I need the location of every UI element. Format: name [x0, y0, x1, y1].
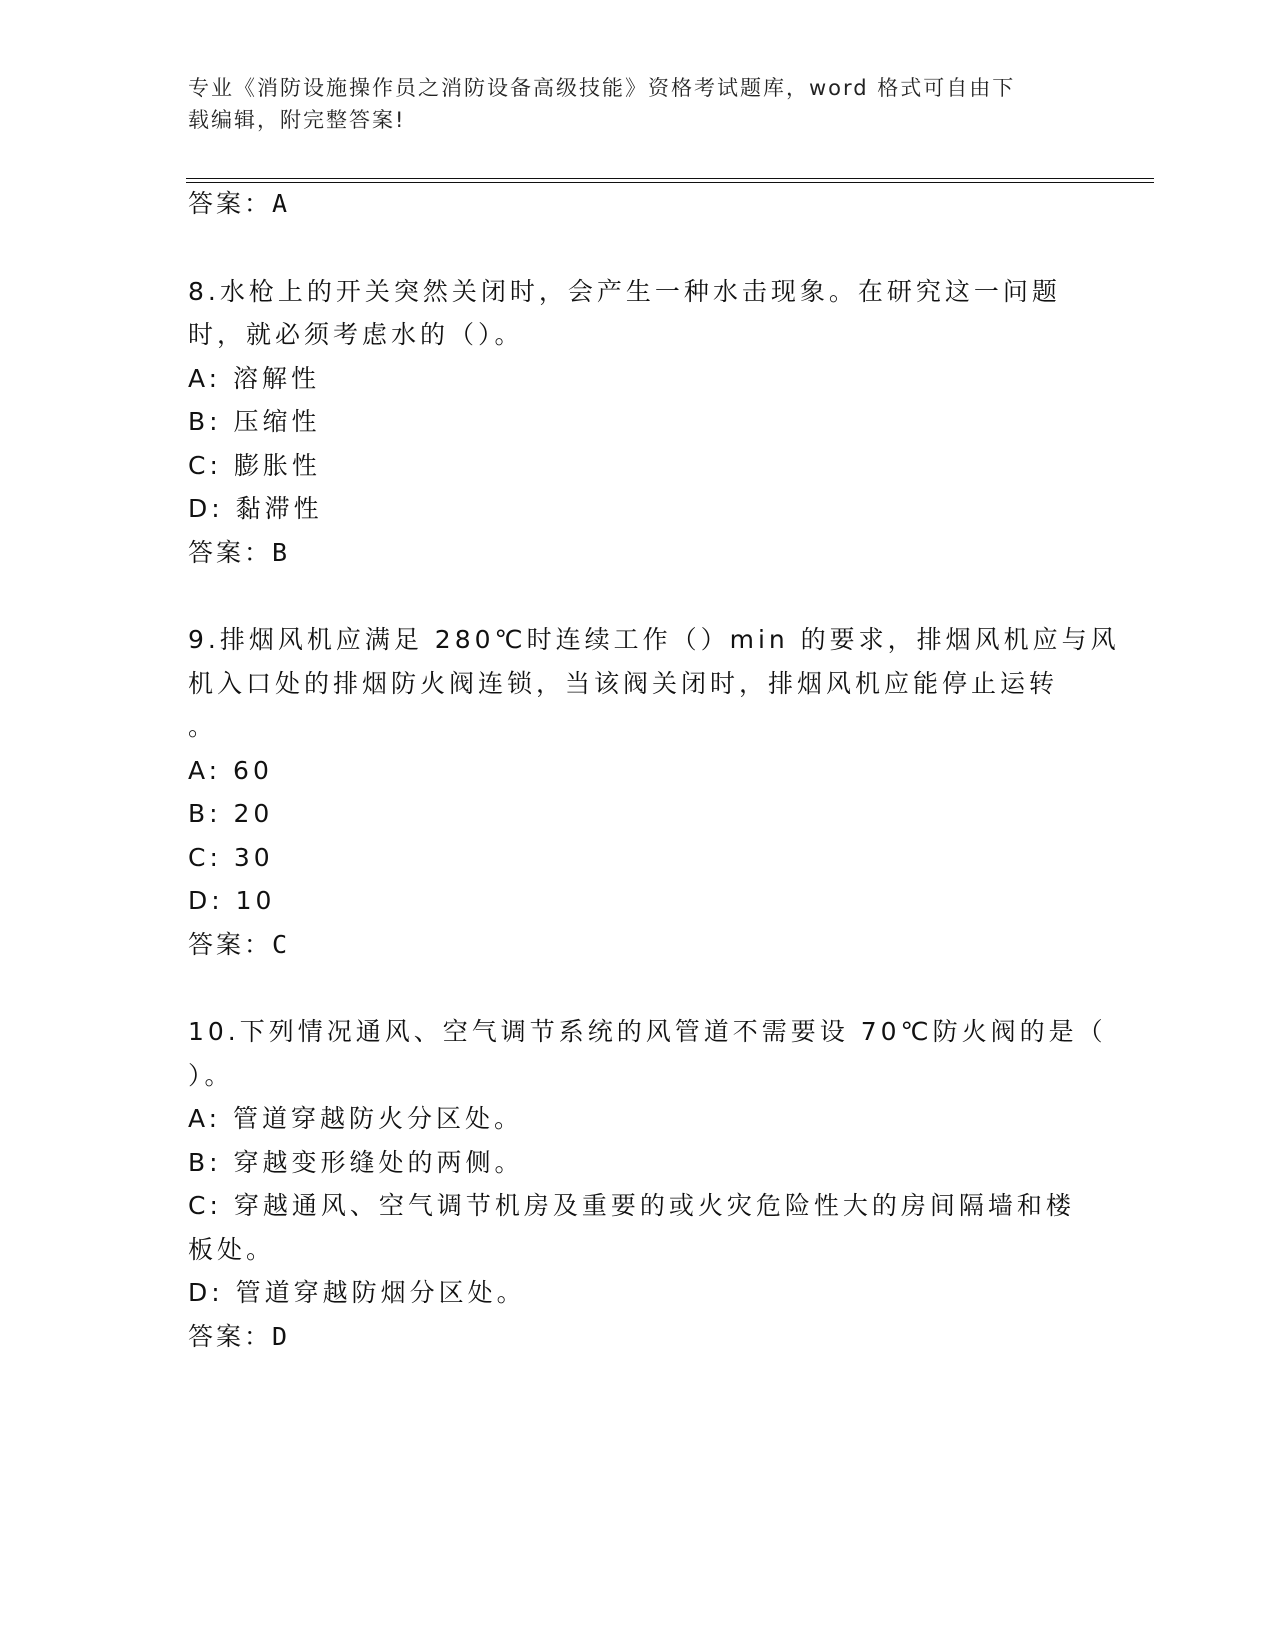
header-divider-bottom [186, 182, 1154, 183]
header-divider-top [186, 178, 1154, 179]
question-stem-line: 。 [188, 712, 218, 741]
question-stem-line: 时，就必须考虑水的（）。 [188, 320, 524, 349]
option-line: B: 压缩性 [188, 407, 321, 436]
option-line: A: 溶解性 [188, 364, 321, 393]
option-line: C: 30 [188, 843, 274, 872]
question-stem-line: ）。 [188, 1061, 234, 1090]
option-line: D: 10 [188, 886, 276, 915]
answer-line: 答案：D [188, 1322, 291, 1351]
document-header [188, 72, 1068, 136]
answer-line: 答案：C [188, 930, 291, 959]
answer-line: 答案：A [188, 189, 291, 218]
option-line: C: 穿越通风、空气调节机房及重要的或火灾危险性大的房间隔墙和楼 [188, 1191, 1075, 1220]
answer-line: 答案：B [188, 538, 291, 567]
option-line: D: 黏滞性 [188, 494, 323, 523]
option-line: B: 20 [188, 799, 274, 828]
option-line: A: 60 [188, 756, 273, 785]
option-line: C: 膨胀性 [188, 451, 321, 480]
question-stem-line: 9.排烟风机应满足 280℃时连续工作（）min 的要求，排烟风机应与风 [188, 625, 1120, 654]
option-line: 板处。 [188, 1235, 276, 1264]
header-line-1: 专业《消防设施操作员之消防设备高级技能》资格考试题库，word 格式可自由下 [188, 76, 1016, 100]
question-stem-line: 机入口处的排烟防火阀连锁，当该阀关闭时，排烟风机应能停止运转 [188, 669, 1059, 698]
option-line: B: 穿越变形缝处的两侧。 [188, 1148, 524, 1177]
option-line: D: 管道穿越防烟分区处。 [188, 1278, 526, 1307]
question-stem-line: 8.水枪上的开关突然关闭时，会产生一种水击现象。在研究这一问题 [188, 277, 1061, 306]
option-line: A: 管道穿越防火分区处。 [188, 1104, 524, 1133]
header-line-2: 载编辑，附完整答案! [188, 108, 406, 132]
question-stem-line: 10.下列情况通风、空气调节系统的风管道不需要设 70℃防火阀的是（ [188, 1017, 1107, 1046]
